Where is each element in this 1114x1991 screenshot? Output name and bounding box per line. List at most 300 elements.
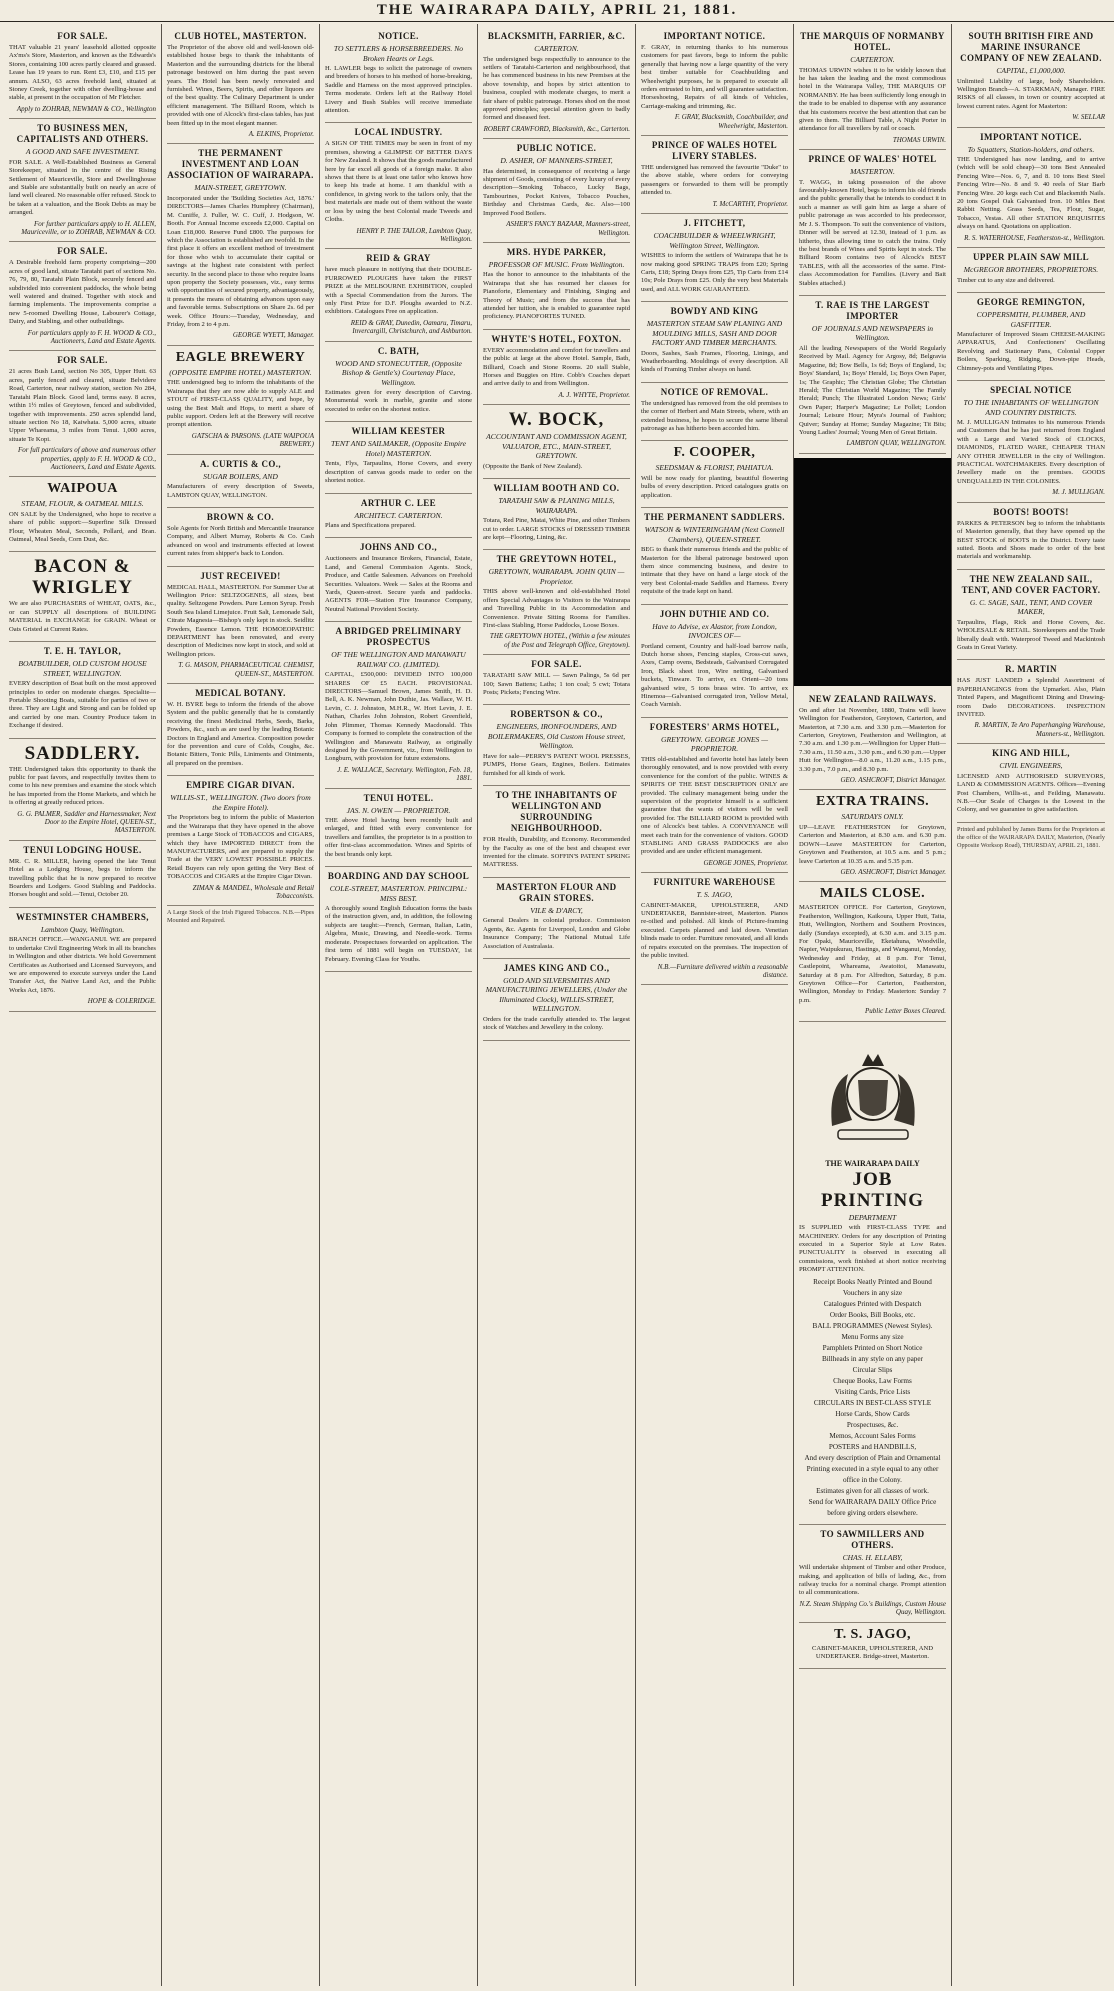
ad-subheading: GREYTOWN, WAIRARAPA. JOHN QUIN — Proprietor. (488, 567, 625, 586)
advertisement (167, 567, 314, 684)
ad-signature: N.B.—Furniture delivered within a reasonable distance. (657, 962, 788, 979)
ad-signature: G. G. PALMER, Saddler and Harnessmaker, Next Door to the Empire Hotel, QUEEN-ST., MASTERTON. (17, 809, 156, 835)
advertisement (957, 128, 1105, 249)
ad-subheading: GOLD AND SILVERSMITHS AND MANUFACTURING JEWELLERS, (Under the Illuminated Clock), WILLIS-STREET, WELLINGTON. (485, 975, 628, 1014)
ad-heading: W. BOCK, (508, 409, 605, 431)
redacted-block (794, 458, 951, 686)
ad-heading: JOHNS AND CO., (359, 542, 438, 553)
ad-signature: R. MARTIN, Te Aro Paperhanging Warehouse, Manners-st., Wellington. (974, 721, 1105, 738)
ad-signature: W. SELLAR (1072, 113, 1105, 122)
ad-heading: THE PERMANENT INVESTMENT AND LOAN ASSOCIATION OF WAIRARAPA. (167, 148, 314, 181)
ad-body: General Dealers in colonial produce. Commission Agents, &c. Agents for Liverpool, London and Globe Insurance Company; The National Mutual Life Association of Australasia. (483, 917, 630, 950)
job-printing-item: Pamphlets Printed on Short Notice (822, 1343, 923, 1352)
ad-signature: A. ELKINS, Proprietor. (248, 130, 314, 139)
ad-subheading: TARATAHI SAW & PLANING MILLS, WAIRARAPA. (498, 496, 615, 515)
ad-body: CAPITAL, £500,000: DIVIDED INTO 100,000 SHARES OF £5 EACH. PROVISIONAL DIRECTORS—Samuel Brown, James Smith, H. D. Bell, A. K. Newman, John Duthie, Jas. Wallace, W. H. Levin, C. J. Johnston, M.H.R., W. Hort Levin, J. E. Nathan, Charles John Johnston, Robert Greenfield, John Plimmer, Thomas Kennedy Macdonald. This Company is formed to complete the construction of the Wellington and Manawatu Railway, as originally designed by the Government, viz., from Wellington to Longburn, with provision for future extensions. (325, 671, 472, 763)
extra-trains-body: UP—LEAVE FEATHERSTON for Greytown, Carterton and Masterton, at 8.30 a.m. and 6.30 p.m. DOWN—Leave MASTERTON for Carterton, Greytown and Featherston, at 10.5 a.m. and 5 p.m.; leave Carterton at 10.35 a.m. and 5.35 p.m. (799, 823, 946, 865)
ad-body: Portland cement, Country and half-load barrow nails, Dutch horse shoes, Fencing staples, Cross-cut saws, Axes, Camp ovens, Bedsteads, Galvanised Corrugated Iron, Black sheet iron, Wire netting, Galvanised buckets, Tinware. To arrive, ex Orient—20 tons galvanised wire, 5 tons brass wire. To arrive, ex Hinemoa—Galvanised corrugated iron, Yellow Metal, Coach Varnish. (641, 642, 788, 709)
ad-body: HAS JUST LANDED a Splendid Assortment of PAPERHANGINGS from the Upmarket. Also, Plain Tinted Papers, and Magnificent Dining and Drawing-room Dado DECORATIONS. INSPECTION INVITED. (957, 677, 1105, 718)
ad-heading: TO THE INHABITANTS OF WELLINGTON AND SURROUNDING NEIGHBOURHOOD. (495, 790, 618, 834)
ad-body: The undersigned has removed from the old premises to the corner of Herbert and Main Streets, where, with an extended business, he hopes to secure the same liberal patronage as has hitherto been accorded him. (641, 399, 788, 433)
ad-subheading: ARCHITECT. CARTERTON. (354, 510, 443, 520)
job-printing-item: And every description of Plain and Ornamental Printing executed in a style equal to any other office in the Colony. (804, 1453, 941, 1484)
advertisement (9, 908, 156, 1012)
ad-body: All the leading Newspapers of the World Regularly Received by Mail. Agency for Argosy, 8d; Belgravia Magazine, 8d; Bow Bells, 1s 6d; Boys of England, 1s; Boys' Standard, 1s; Boys' Herald, 1s; Boys Own Paper, 1s; The Graphic; The Christian Globe; The Christian Herald; The Christian World Magazine; The Family Herald; Punch; The Illustrated London News; Girls' Own Paper; Harper's Magazine; Le Follet; London Journal; Leisure Hour; Myra's Journal of Fashion; Quiver; Sunday at Home; Sunday Magazine; Tit Bits; Young Ladies' Journal; Young Men of Great Britain. (799, 344, 946, 436)
ad-heading: GEORGE REMINGTON, (976, 297, 1086, 307)
ad-body: EVERY description of Boat built on the most approved principles to order on moderate charges. Specialite—Portable Shooting Boats, suitable for parties of two or three. They are Light and Strong and can be folded up and carried by one man. Country Produce taken in Exchange if desired. (9, 680, 156, 730)
advertisement (957, 570, 1105, 661)
ad-body: THIS old-established and favorite hotel has lately been thoroughly renovated, and is now provided with every convenience for the comfort of the public. WINES & SPIRITS OF THE BEST DESCRIPTION ONLY are provided. The culinary management being under the supervision of the proprietor himself is a sufficient guarantee that the wants of visitors will be well provided for. The BILLIARD ROOM is provided with one of Alcock's best tables. A CONVEYANCE will meet each train for the convenience of visitors. GOOD STABLING AND GRASS PADDOCKS are also provided and are under efficient management. (641, 755, 788, 856)
ad-body: A Desirable freehold farm property comprising—200 acres of good land, situate Taratahi part of sections No. 76, 79, 80, Taratahi Plain Block, securely fenced and subdivided into convenient paddocks, the whole being well watered and drained. Together with stock and farming implements. The improvements comprise a new 5-roomed Dwelling House, Labourer's Cottage, Dairy, and Stabling, and other outbuildings. (9, 259, 156, 326)
ad-heading: PRINCE OF WALES' HOTEL (808, 154, 937, 165)
ad-heading: R. MARTIN (1005, 664, 1057, 675)
advertisement (483, 243, 630, 330)
ad-body: Has determined, in consequence of receiving a large shipment of Goods, consisting of every luxury of every description—Smoking Tobacco, Lucky Bags, Tambourines, Pocket Knives, Tobacco Pouches, Birthday and Christmas Cards, &c. Also—100 Improved Food Boilers. (483, 167, 630, 217)
ad-subheading: A GOOD AND SAFE INVESTMENT. (25, 147, 140, 157)
advertisement (325, 249, 472, 341)
ad-heading: EMPIRE CIGAR DIVAN. (186, 780, 295, 791)
ad-body: Unlimited Liability of large, body Shareholders. Wellington Branch—A. STARKMAN, Manager. FIRE RISKS of all classes, in town or country accepted at lowest current rates. Agent for Masterton: (957, 77, 1105, 110)
mails-signature: Public Letter Boxes Cleared. (865, 1007, 946, 1016)
ad-subheading: OF JOURNALS AND NEWSPAPERS in Wellington. (811, 323, 934, 343)
ad-heading: NOTICE OF REMOVAL. (660, 386, 769, 397)
ad-heading: FORESTERS' ARMS HOTEL, (649, 721, 780, 732)
advertisement (9, 642, 156, 738)
ad-heading: UPPER PLAIN SAW MILL (972, 252, 1090, 263)
ad-body: PARKES & PETERSON beg to inform the inhabitants of Masterton generally, that they have opened up the BEST STOCK of BOOTS in the District. Every taste suited. Boots and Shoes made to order of the best materials and workmanship. (957, 519, 1105, 561)
ad-subheading: ACCOUNTANT AND COMMISSION AGENT, VALUATOR, ETC., MAIN-STREET, GREYTOWN. (486, 432, 627, 461)
ad-heading: REID & GRAY (366, 253, 431, 264)
advertisement (483, 405, 630, 479)
advertisement (641, 383, 788, 442)
ad-subheading: GREYTOWN. GEORGE JONES — PROPRIETOR. (660, 734, 768, 754)
advertisement (167, 144, 314, 345)
ad-subheading: TENT AND SAILMAKER, (Opposite Empire Hotel) MASTERTON. (330, 439, 467, 458)
ad-subheading: TO SETTLERS & HORSEBREEDERS. No Broken Hearts or Legs. (333, 44, 464, 63)
ad-heading: J. FITCHETT, (683, 218, 746, 229)
ad-body: Plans and Specifications prepared. (325, 522, 416, 529)
ad-heading: PRINCE OF WALES HOTEL LIVERY STABLES. (651, 140, 778, 162)
ad-signature: LAMBTON QUAY, WELLINGTON. (846, 439, 946, 448)
ad-subheading: G. C. SAGE, SAIL, TENT, AND COVER MAKER, (969, 597, 1093, 617)
column-7 (952, 24, 1110, 1986)
ad-body: BEG to thank their numerous friends and the public of Masterton for the liberal patronage bestowed upon them since commencing business, and desire to intimate that they have on hand a large stock of the very best Colonial-made Saddles and Harness. Every requisite of the trade kept on hand. (641, 546, 788, 596)
railway-body: On and after 1st November, 1880, Trains will leave Wellington for Featherston, Greytown, Carterton, and Masterton, at 7.30 a.m. and 3.30 p.m.—Masterton for Carterton, Greytown, Featherston and Wellington, at 7.30 a.m. and 1.30 p.m.—Wellington for Upper Hutt—7.30 a.m., 11.50 a.m., 3.30 p.m., and 6.30 p.m.—Upper Hutt for Wellington—8.0 a.m., 11.20 a.m., 1.15 p.m., 3.30 p.m., 7.0 p.m., and 8.30 p.m. (799, 706, 946, 773)
jago-footer-body: CABINET-MAKER, UPHOLSTERER, AND UNDERTAKER. Bridge-street, Masterton. (811, 1644, 933, 1660)
ad-subheading: OF THE WELLINGTON AND MANAWATU RAILWAY CO. (LIMITED). (331, 650, 466, 669)
ad-signature: ROBERT CRAWFORD, Blacksmith, &c., Carterton. (483, 124, 630, 133)
column-5 (636, 24, 794, 1986)
ad-heading: WILLIAM BOOTH AND CO. (493, 483, 620, 494)
ad-heading: BACON & WRIGLEY (32, 556, 133, 599)
advertisement (483, 330, 630, 405)
footer-note: A Large Stock of the Irish Figured Tobaccos. N.B.—Pipes Mounted and Repaired. (167, 909, 314, 925)
ad-heading: C. BATH, (377, 345, 420, 356)
extra-trains-sub: SATURDAYS ONLY. (841, 812, 904, 822)
advertisement (167, 684, 314, 776)
job-printing-item: Receipt Books Neatly Printed and Bound (813, 1277, 932, 1286)
ad-body: Manufacturer of Improved Steam CHEESE-MAKING APPARATUS, And Confectioners' Oscillating Revolving and Stationary Pans, Colonial Copper Boilers, Sparking, Ridging, Down-pipe Heads, Chimney-pots and Ventilating Pipes. (957, 331, 1105, 372)
ad-body: Totara, Red Pine, Matai, White Pine, and other Timbers cut to order. LARGE STOCKS of DRESSED TIMBER are kept—Flooring, Lining, &c. (483, 517, 630, 541)
job-printing-item: POSTERS and HANDBILLS, (828, 1442, 917, 1451)
advertisement (325, 538, 472, 622)
advertisement (799, 150, 946, 296)
ad-signature: HOPE & COLERIDGE. (87, 997, 156, 1006)
ad-subheading: VILE & D'ARCY, (530, 905, 583, 915)
advertisement (641, 873, 788, 985)
ad-signature: THOMAS URWIN. (892, 135, 946, 144)
ad-heading: BOWDY AND KING (670, 306, 759, 317)
railway-signature: GEO. ASHCROFT, District Manager. (840, 776, 946, 785)
ad-body: LICENSED AND AUTHORISED SURVEYORS, LAND & COMMISSION AGENTS. Offices—Evening Post Chambers, Willis-st., and Feilding, Manawatu. N.B.—Our Scale of Charges is the Lowest in the Colony, and we guarantee to give satisfaction. (957, 772, 1105, 814)
advertisement (9, 477, 156, 552)
ad-heading: BLACKSMITH, FARRIER, &C. (487, 31, 626, 41)
ad-heading: TENUI HOTEL. (363, 792, 434, 803)
ad-signature: For full particulars of above and numerous other properties, apply to F. H. WOOD & CO., Auctioneers, Land and Estate Agents. (18, 446, 156, 471)
ad-signature: GATSCHA & PARSONS. (LATE WAIPOUA BREWERY.) (191, 431, 314, 449)
ad-body: Tarpaulins, Flags, Rick and Horse Covers, &c. WHOLESALE & RETAIL. Storekeepers and the Trade liberally dealt with. Waterproof Tweed and Mackintosh Goats in Great Variety. (957, 618, 1105, 651)
ad-heading: BOARDING AND DAY SCHOOL (327, 871, 470, 882)
ad-heading: T. E. H. TAYLOR, (43, 646, 122, 657)
ad-body: Auctioneers and Insurance Brokers, Financial, Estate, Land, and General Commission Agents. Stock, Produce, and Cattle Salesmen. Advances on Freehold Securities. Valuators. Week — Sales at the Rooms and Yards, Queen-street. Secure yards and paddocks. AGENTS FOR—Station Fire Insurance Company, Neutral National Provident Society. (325, 555, 472, 613)
ad-signature: T. McCARTHY, Proprietor. (712, 199, 788, 208)
ad-body: WISHES to inform the settlers of Wairarapa that he is now making good SPRING TRAPS from £20; Spring Carts, £18; Spring Drays from £25, Tip Carts from £14 10s; Pole Drays from £25. Only the very best Materials used, and ALL WORK GUARANTEED. (641, 252, 788, 293)
ad-heading: TO BUSINESS MEN, CAPITALISTS AND OTHERS. (16, 123, 149, 145)
ad-heading: F. COOPER, (673, 445, 756, 461)
job-printing-item: Prospectuses, &c. (846, 1420, 899, 1429)
advertisement (167, 346, 314, 455)
ad-signature: GEORGE WYETT, Manager. (232, 331, 314, 340)
ad-subheading: CAPITAL, £1,000,000. (996, 66, 1066, 75)
ad-body: MR. C. R. MILLER, having opened the late Tenui Hotel as a Lodging House, begs to inform the travelling public that he is now prepared to receive Boarders and Lodgers. Good Stabling and Paddocks. Horses bought and sold.—Tenui, October 20. (9, 857, 156, 899)
ad-subheading: COPPERSMITH, PLUMBER, AND GASFITTER. (976, 310, 1086, 329)
advertisement (641, 214, 788, 302)
ad-body: M. J. MULLIGAN Intimates to his numerous Friends and Customers that he has just returned from England with a Large and Varied Stock of CLOCKS, DIAMONDS, FLATED WARE, CHEAPER THAN ANY OTHER JEWELLER in the city of Wellington. PRACTICAL WATCHMAKERS. Every description of Jewellery made on the premises. GOODS UNEQUALLED IN THE COLONIES. (957, 419, 1105, 485)
job-printing-item: Order Books, Bill Books, etc. (829, 1310, 916, 1319)
ad-body: 21 acres Bush Land, section No 305, Upper Hutt. 63 acres, partly fenced and cleared, situate Belvidere Road, Carterton, near railway station, section No 284, Taratahi Plain Block. Good land, terms easy. 8 acres, within 1½ miles of Greytown, fenced and subdivided, together with improvements. 250 acres splendid land, situate section No 18, Kaiwhata. 5,000 acres, situate Upper Whareama, 3 miles from Tenui. 1,000 acres, situate Te Kopi. (9, 368, 156, 443)
ad-body: Have for sale—PERRY'S PATENT WOOL PRESSES, PUMPS, Horse Gears, Engines, Boilers. Estimates furnished for all kinds of work. (483, 752, 630, 777)
ad-body: H. LAWLER begs to solicit the patronage of owners and breeders of horses to his method of horse-breaking, Saddle and Harness on the most approved principles. Terms moderate. Orders left at the Railway Hotel Livery and Bush Stables will receive immediate attention. (325, 65, 472, 115)
job-printing-item: BALL PROGRAMMES (Newest Styles). (812, 1321, 933, 1330)
advertisement (641, 718, 788, 873)
column-2 (162, 24, 320, 1986)
ad-subheading: CIVIL ENGINEERS, (999, 761, 1063, 771)
ad-heading: WAIPOUA (47, 481, 118, 497)
advertisement (9, 552, 156, 642)
ad-signature: F. GRAY, Blacksmith, Coachbuilder, and Wheelwright, Masterton. (674, 113, 788, 130)
ad-heading: MEDICAL BOTANY. (195, 688, 286, 699)
ad-body: T. WAGG, in taking possession of the above favourably-known Hotel, begs to inform his old friends and the public generally that he intends to conduct it in such a manner as will gain him as large a share of public patronage as was accorded to his predecessor, Mr J. S. Thompson. To suit the convenience of visitors, Dinner will be served at 12.30, instead of 1 p.m. as hitherto, thus allowing time to catch the trains. Only the best brands of Wines and Spirits kept in stock. The Billiard Room contains two of Alcock's BEST TABLES, with all the accessories of the same. First-class Accommodation for Families. (Livery and Bait Stables attached.) (799, 178, 946, 287)
ad-body: Manufacturers of every description of Sweets, LAMBTON QUAY, WELLINGTON. (167, 483, 314, 499)
ad-heading: BROWN & CO. (206, 511, 275, 522)
ad-body: Timber cut to any size and delivered. (957, 276, 1055, 284)
advertisement (325, 494, 472, 539)
advertisement (9, 119, 156, 242)
ad-body: CABINET-MAKER, UPHOLSTERER, AND UNDERTAKER, Bannister-street, Masterton. Pianos re-oilied and polished. All kinds of Picture-framing executed. Carpets planned and laid down. Venetian blinds made to order. Furniture renovated, and all kinds of repairs executed on the premises. The inspection of the public invited. (641, 901, 788, 960)
advertisement (325, 422, 472, 493)
job-printing-item: Billheads in any style on any paper (821, 1354, 923, 1363)
ad-subheading: COACHBUILDER & WHEELWRIGHT, Wellington Street, Wellington. (653, 231, 776, 250)
advertisement (483, 27, 630, 139)
ad-signature: GEORGE JONES, Proprietor. (703, 858, 788, 867)
ad-heading: FOR SALE. (57, 31, 108, 41)
ad-body: (Opposite the Bank of New Zealand). (483, 462, 583, 470)
ad-subheading: D. ASHER, OF MANNERS-STREET, (500, 156, 613, 166)
ad-heading: A. CURTIS & CO., (199, 458, 282, 469)
ad-heading: WILLIAM KEESTER (351, 426, 446, 437)
ad-body: FOR Health, Durability, and Economy. Recommended by the Faculty as one of the best and cheapest ever invented for the climate. SOFFIN'S PATENT SPRING MATTRESS. (483, 836, 630, 869)
mails-body: MASTERTON OFFICE. For Carterton, Greytown, Featherston, Wellington, Kaikoura, Upper Hutt, Taita, Hutt, Wellington, Northern and Southern Provinces, daily (Sundays excepted), at 6.30 a.m. and 3.15 p.m. For Opaki, Mauriceville, Eketahuna, Woodville, Napier, Waipukurau, Hastings, and Wanganui, Monday, Wednesday and Friday, at 8 p.m. For Tenui, Castlepoint, Whareama, Awatoitoi, Manawatu, Saturday at 8 p.m. For Alfredton, Saturday, 8 p.m. Greytown Office—For Carterton, Featherston, Wellington, Monday to Friday. Masterton: Sunday 7 p.m. (799, 904, 946, 1004)
extra-trains-heading: EXTRA TRAINS. (815, 794, 930, 810)
ad-heading: T. RAE IS THE LARGEST IMPORTER (815, 299, 930, 321)
railway-timetable (799, 690, 946, 791)
ad-signature: REID & GRAY, Dunedin, Oamaru, Timaru, Invercargill, Christchurch, and Ashburton. (350, 318, 472, 336)
ad-heading: THE GREYTOWN HOTEL, (496, 554, 617, 565)
ad-body: FOR SALE. A Well-Established Business as General Storekeeper, situated in the centre of the Rising Settlement of Mauriceville, Store and Dwellinghouse and Stable are substantially built on nearly an acre of land well cleared. No reasonable offer refused. Stock to be taken at a valuation, and the Book Debts as may be arranged. (9, 158, 156, 217)
ad-body: THAT valuable 21 years' leasehold allotted opposite Ax'ms's Store, Masterton, and known as the Edwards's Stores, containing 100 acres partly cleared and grassed. Lease has 19 years to run. Rent £3, £10, and £15 per annum. ALSO, 63 acres freehold land, situated at Stoney Creek, together with other dwelling-house and stable, at present in the occupation of Mr Fletcher. (9, 44, 156, 102)
ad-signature: THE GREYTOWN HOTEL, (Within a few minutes of the Post and Telegraph Office, Greytown). (489, 632, 630, 649)
ad-subheading: WOOD AND STONECUTTER, (Opposite Bishop & Gentle's) Courtenay Place, Wellington. (335, 358, 462, 387)
ad-subheading: JAS. N. OWEN — PROPRIETOR. (346, 805, 451, 815)
ad-heading: BOOTS! BOOTS! (993, 506, 1069, 517)
ad-signature: HENRY P. THE TAILOR, Lambton Quay, Wellington. (356, 226, 472, 243)
advertisement (641, 302, 788, 383)
job-printing-ad (799, 1022, 946, 1525)
job-printing-item: Cheque Books, Law Forms (833, 1376, 912, 1385)
ad-body: Has the honor to announce to the inhabitants of the Wairarapa that she has resumed her classes for Pianoforte, Elementary and Finishing, Singing and Theory of Music; and from the success that has attended her tuition, she is enabled to guarantee rapid proficiency. PIANOFORTES TUNED. (483, 271, 630, 321)
advertisement (483, 479, 630, 550)
ad-heading: PUBLIC NOTICE. (516, 143, 597, 154)
advertisement (957, 381, 1105, 503)
ad-heading: FURNITURE WAREHOUSE (653, 877, 776, 888)
job-printing-item: Horse Cards, Show Cards (835, 1409, 910, 1418)
job-printing-item: Memos, Account Sales Forms (829, 1431, 916, 1440)
ad-body: BRANCH OFFICE.—WANGANUI. WE are prepared to undertake Civil Engineering Work in all its branches in Wellington and other districts. We hold Government Certificates as Authorised and Licensed Surveyors, and we are empowered to execute surveys under the Land Transfer Act, the Native Land Act, and the Public Works Act, 1876. (9, 936, 156, 994)
ad-subheading: WILLIS-ST., WELLINGTON. (Two doors from the Empire Hotel). (170, 793, 311, 812)
job-printing-item: Circular Slips (852, 1365, 893, 1374)
ad-subheading: WATSON & WINTERINGHAM (Next Connell Chambers), QUEEN-STREET. (644, 525, 785, 544)
jago-footer-ad (799, 1623, 946, 1670)
ad-signature: R. S. WATERHOUSE, Featherston-st., Wellington. (964, 233, 1105, 242)
ad-heading: LOCAL INDUSTRY. (354, 127, 443, 138)
ad-heading: WESTMINSTER CHAMBERS, (16, 911, 149, 922)
ad-heading: THE PERMANENT SADDLERS. (644, 512, 785, 523)
ad-signature: ZIMAN & MANDEL, Wholesale and Retail Tobacconists. (192, 883, 314, 900)
ad-body: ON SALE by the Undersigned, who hope to receive a share of public support:—Superfine Silk Dressed Flour, Wheaten Meal, Seconds, Pollard, and Bran. Oatmeal, Meal Seeds, Corn Dust, &c. (9, 510, 156, 544)
advertisement (325, 123, 472, 249)
ad-heading: KING AND HILL, (992, 748, 1070, 759)
ad-subheading: ENGINEERS, IRONFOUNDERS, AND BOILERMAKERS, Old Custom House street, Wellington. (487, 722, 626, 751)
advertisement (799, 296, 946, 454)
railway-heading: NEW ZEALAND RAILWAYS. (808, 693, 937, 704)
newspaper-columns (4, 24, 1110, 1986)
ad-heading: EAGLE BREWERY (175, 349, 306, 365)
ad-signature: A. J. WHYTE, Proprietor. (558, 390, 630, 399)
ad-body: Sole Agents for North British and Mercantile Insurance Company, and Albert Murray, Roberts & Co. Cash advanced on wool and instruments effected at lowest current rates from shipper's back to London. (167, 524, 314, 558)
advertisement (9, 739, 156, 841)
ad-signature: T. G. MASON, PHARMACEUTICAL CHEMIST, QUEEN-ST., MASTERTON. (178, 661, 314, 678)
job-printing-heading: JOB PRINTING (820, 1168, 924, 1211)
sawmillers-sub: CHAS. H. ELLABY, (842, 1552, 903, 1562)
ad-body: W. H. BYRE begs to inform the friends of the above System and the public generally that he is constantly receiving the finest Medicinal Herbs, Seeds, Barks, Powders, &c., such as are used by the leading Botanic Doctors in England and America. Composition powder for the prevention and cure of Colds, Coughs, &c. Botanic Bitters, Tonic Pills, Liniments and Ointments, all prepared on the premises. (167, 701, 314, 767)
sawmillers-body: Will undertake shipment of Timber and other Produce, making, and application of bills of lading, &c., from railway trucks for a nominal charge. Prompt attention to all communications. (799, 1564, 946, 1597)
ad-signature: M. J. MULLIGAN. (1052, 488, 1105, 497)
ad-signature: J. E. WALLACE, Secretary. Wellington, Feb. 18, 1881. (337, 765, 472, 783)
advertisement (483, 705, 630, 786)
sawmillers-heading: TO SAWMILLERS AND OTHERS. (820, 1528, 925, 1550)
ad-body: THIS above well-known and old-established Hotel offers Special Advantages to Visitors to the Wairarapa and Travelling Public in its Accommodation and Convenience. Private Sitting Rooms for Families. First-class Stabling, Horse Paddocks, Loose Boxes. (483, 588, 630, 630)
ad-subheading: STEAM, FLOUR, & OATMEAL MILLS. (21, 499, 144, 509)
ad-heading: MASTERTON FLOUR AND GRAIN STORES. (496, 881, 617, 903)
ad-body: The Proprietor of the above old and well-known old-established house begs to thank the inhabitants of Masterton and the surrounding districts for the liberal patronage bestowed on him during the past seven years. The Hotel has been newly renovated and furnished. Wines, Beers, Spirits, and other liquors are of the best quality. The Culinary Department is under efficient management. The Billiard Room, which is provided with one of Alcock's first-class tables, has just been fitted up in the most elegant manner. (167, 44, 314, 127)
ad-subheading: McGREGOR BROTHERS, PROPRIETORS. (963, 265, 1099, 275)
ad-heading: NOTICE. (378, 31, 419, 41)
advertisement (957, 248, 1105, 293)
ad-heading: SOUTH BRITISH FIRE AND MARINE INSURANCE COMPANY OF NEW ZEALAND. (960, 31, 1102, 63)
job-printing-sub: DEPARTMENT (848, 1212, 897, 1222)
advertisement (325, 27, 472, 123)
advertisement (325, 867, 472, 972)
ad-subheading: Lambton Quay, Wellington. (40, 924, 125, 934)
masthead (0, 0, 1114, 22)
advertisement (167, 27, 314, 144)
ad-body: F. GRAY, in returning thanks to his numerous customers for past favors, begs to inform the public generally that having now a large quantity of the very best timber suitable for Coachbuilding and Wheelwright purposes, he is prepared to execute all orders entrusted to him, and will guarantee satisfaction. Horseshoeing, Repairs of all kinds of Vehicles, Carriage-making and trimming, &c. (641, 44, 788, 110)
ad-body: THE undersigned beg to inform the inhabitants of the Wairarapa that they are now able to supply ALE and STOUT of FIRST-CLASS QUALITY, and hope, by using the Best Malt and Hops, to merit a share of public support. Orders left at the Brewery will receive prompt attention. (167, 379, 314, 429)
job-printing-list (799, 1277, 946, 1519)
ad-body: Doors, Sashes, Sash Frames, Flooring, Linings, and Weatherboarding. Mouldings of every description. All kinds of Framing Timber always on hand. (641, 349, 788, 374)
column-6 (794, 24, 952, 1986)
ad-subheading: Have to Advise, ex Alastor, from London, INVOICES OF— (652, 621, 777, 641)
ad-body: We are also PURCHASERS of WHEAT, OATS, &c., or can SUPPLY all descriptions of BUILDING MATERIAL in EXCHANGE for GRAIN. Wheat or Oats Gristed at Current Rates. (9, 600, 156, 633)
ad-heading: THE NEW ZEALAND SAIL, TENT, AND COVER FACTORY. (961, 573, 1101, 595)
advertisement (799, 27, 946, 150)
ad-body: THOMAS URWIN wishes it to be widely known that he has taken the leading and the most commodious hotel in the Wairarapa Valley, THE MARQUIS OF NORMANBY. He has been sufficiently long enough in the trade to be enabled to dispense with any assurance that his customers receive the best attention that can be given to them. The Billiard Table, A Night Porter in attendance for all travellers by rail or coach. (799, 66, 946, 133)
advertisement (9, 27, 156, 119)
ad-body: EVERY accommodation and comfort for travellers and the public at large at the above Hotel. Sample, Bath, Billiard, Coach and Stone Rooms. 20 stall Stable, Horses and Buggies on Hire. Cobb's Coaches depart and arrive daily to and from Wellington. (483, 346, 630, 388)
ad-subheading: (OPPOSITE EMPIRE HOTEL) MASTERTON. (169, 367, 312, 377)
advertisement (9, 841, 156, 908)
ad-heading: ROBERTSON & CO., (510, 709, 603, 720)
advertisement (641, 27, 788, 136)
ad-subheading: TO THE INHABITANTS OF WELLINGTON AND COUNTRY DISTRICTS. (963, 398, 1099, 417)
ad-heading: A BRIDGED PRELIMINARY PROSPECTUS (335, 626, 462, 648)
advertisement (483, 655, 630, 705)
ad-heading: MRS. HYDE PARKER, (506, 246, 607, 257)
advertisement (483, 878, 630, 959)
ad-heading: IMPORTANT NOTICE. (980, 131, 1082, 142)
ad-body: THE Undersigned takes this opportunity to thank the public for past favors, and respectfully invites them to come to his new premises and examine the stock which he has imported from the Home Markets, and which he is offering at greatly reduced prices. (9, 765, 156, 807)
ad-heading: SADDLERY. (24, 742, 141, 764)
column-6-ads (799, 27, 946, 454)
job-printing-intro: IS SUPPLIED with FIRST-CLASS TYPE and MACHINERY. Orders for any description of Printing executed in a Superior Style at Low Rates. PUNCTUALITY is observed in executing all commissions, work finished at short notice receiving PROMPT ATTENTION. (799, 1224, 946, 1274)
ad-body: A SIGN OF THE TIMES may be seen in front of my premises, showing a GLIMPSE OF BETTER DAYS for New Zealand. It shows that the goods manufactured here by far excel all goods of a foreign make. It also shows that there is at least one tailor who knows how to keep his trade at home. I am thankful with a confidence, in giving work to the tailors only, that the best materials are made out of them without the waste or loss by using the best Colonial made Tweeds and Cloths. (325, 140, 472, 224)
advertisement (957, 27, 1105, 128)
job-printing-item: Menu Forms any size (841, 1332, 904, 1341)
job-printing-item: Visiting Cards, Price Lists (834, 1387, 911, 1396)
job-printing-item: Estimates given for all classes of work. (816, 1486, 929, 1495)
advertisement (483, 786, 630, 878)
ad-body: TARATAHI SAW MILL — Sawn Palings, 5s 6d per 100; Sawn Battens; Laths; 1 ton coal; 5 cwt; Totara Posts; Pickets; Fencing Wire. (483, 672, 630, 697)
advertisement (957, 660, 1105, 744)
ad-body: Tents, Flys, Tarpaulins, Horse Covers, and every description of canvas goods made to order on the shortest notice. (325, 460, 472, 485)
column-3 (320, 24, 478, 1986)
advertisement (957, 503, 1105, 570)
ad-subheading: CARTERTON. (850, 55, 895, 64)
ad-subheading: MAIN-STREET, GREYTOWN. (194, 183, 287, 193)
ad-signature: For particulars apply to F. H. WOOD & CO., Auctioneers, Land and Estate Agents. (27, 328, 156, 346)
advertisement (483, 959, 630, 1041)
ad-body: have much pleasure in notifying that their DOUBLE-FURROWED PLOUGHS have taken the FIRST PRIZE at the MELBOURNE EXHIBITION, coupled with a Special Commendation from the Jurors. The only First Prize for D.F. Ploughs awarded to N.Z. exhibitors. Catalogues Free on application. (325, 266, 472, 316)
ad-subheading: COLE-STREET, MASTERTON. PRINCIPAL: MISS BEST. (329, 884, 468, 903)
ad-subheading: CARTERTON. (534, 44, 579, 53)
ad-body: A thoroughly sound English Education forms the basis of the instruction given, and, in addition, the following subjects are taught:—French, German, Italian, Latin, Algebra, Music, Drawing, and Needle-work. Terms moderate. Prospectuses forwarded on application. The first term of 1881 will begin on TUESDAY, 1st February. Evening Class for Youths. (325, 905, 472, 963)
ad-body: MEDICAL HALL, MASTERTON. For Summer Use at Wellington Price: SELTZOGENES, all sizes, best quality. Seltzogene Powders. Pure Lemon Syrup. Fresh South Sea Island Limejuice. Fruit Salt, Lemonade Salt, Citrate Magnesia—Bishop's only kept in stock. Seidlitz Powders, Essence Lemon. THE HOMOEOPATHIC DEPARTMENT has been renovated, and every description of Medicines now kept in stock, and sold at Wellington prices. (167, 583, 314, 658)
advertisement (325, 789, 472, 868)
ad-heading: CLUB HOTEL, MASTERTON. (174, 31, 307, 41)
ad-body: THE undersigned has removed the favourite "Duke" to the above stable, where orders for conveying passengers or forwarded to them will be promptly attended to. (641, 164, 788, 197)
ad-signature: For further particulars apply to H. ALLEN, Mauriceville, or to ZOHRAB, NEWMAN & CO. (21, 219, 156, 236)
advertisement (325, 342, 472, 423)
job-printing-item: CIRCULARS IN BEST-CLASS STYLE (813, 1398, 932, 1407)
column-1 (4, 24, 162, 1986)
ad-subheading: PROFESSOR OF MUSIC. From Wellington. (488, 259, 625, 269)
job-printing-masthead: THE WAIRARAPA DAILY (825, 1158, 920, 1168)
advertisement (957, 293, 1105, 381)
ad-heading: FOR SALE. (57, 246, 108, 257)
ad-heading: THE MARQUIS OF NORMANBY HOTEL. (800, 31, 945, 52)
advertisement (9, 242, 156, 351)
ad-heading: SPECIAL NOTICE (990, 385, 1072, 396)
job-printing-item: Send for WAIRARAPA DAILY Office Price before giving orders elsewhere. (808, 1497, 937, 1517)
advertisement (957, 744, 1105, 823)
sawmillers-signature: N.Z. Steam Shipping Co.'s Buildings, Custom House Quay, Wellington. (799, 1599, 946, 1617)
ad-heading: JOHN DUTHIE AND CO. (659, 608, 770, 619)
advertisement (483, 139, 630, 243)
advertisement (641, 508, 788, 604)
jago-footer-heading: T. S. JAGO, (834, 1626, 911, 1642)
ad-body: Estimates given for every description of Carving. Monumental work in marble, granite and stone executed to order on the shortest notice. (325, 389, 472, 413)
ad-heading: FOR SALE. (57, 355, 108, 366)
ad-body: THE above Hotel having been recently built and enlarged, and fitted with every convenience for travellers and families, the proprietor is in a position to offer first-class accommodation. Wines and Spirits of the best brands only kept. (325, 817, 472, 858)
advertisement (9, 351, 156, 477)
advertisement (167, 508, 314, 567)
ad-heading: JUST RECEIVED! (200, 570, 281, 581)
ad-subheading: To Squatters, Station-holders, and others. (967, 144, 1095, 154)
job-printing-item: Vouchers in any size (842, 1288, 903, 1297)
ad-body: Incorporated under the 'Building Societies Act, 1876.' DIRECTORS—James Charles Humphrey (Chairman), M. Cuniffe, J. Fuller, W. C. Cuff, J. Hodgson, W. Booth. For Annual Income exceeds £2,000. Capital on Loan £18,000. Reserve Fund £800. The purposes for which the Association is established are twofold. In the first place it offers an excellent method of investment for those who wish to accumulate their capital or savings at the highest rate consistent with perfect security. In the second place to those who require loans upon property the Society possesses, viz., easy terms with opportunities of secured property, advantageously, it presents the means of obtaining advances upon easy and favorable terms. Subscriptions on Share 2s. 6d per week. Office Hours:—Tuesday, Wednesday, and Friday, from 2 to 4 p.m. (167, 194, 314, 329)
ad-body: The Proprietors beg to inform the public of Masterton and the Wairarapa that they have opened in the above premises a Large Stock of TOBACCOS and CIGARS, which they have IMPORTED DIRECT from the MANUFACTURERS, and are prepared to supply the Trade at the VERY LOWEST POSSIBLE PRICES. Retail Buyers can rely upon getting the Very Best of TOBACCOS and CIGARS at the Empire Cigar Divan. (167, 814, 314, 881)
mails-heading: MAILS CLOSE. (819, 886, 926, 902)
extra-trains-signature: GEO. ASHCROFT, District Manager. (840, 868, 946, 876)
royal-crest-icon (814, 1032, 932, 1152)
ad-heading: WHYTE'S HOTEL, FOXTON. (491, 333, 622, 344)
ad-body: The undersigned begs respectfully to announce to the settlers of Taratahi-Carterton and neighbourhood, that he has commenced business in his new Premises at the above township, and hopes by strict attention to business, coupled with moderate charges, to merit a fair share of public patronage. Horses shod on the most approved principles; special attention given to badly formed and diseased feet. (483, 55, 630, 122)
ad-signature: ASHER'S FANCY BAZAAR, Manners-street, Wellington. (506, 220, 630, 237)
job-printing-item: Catalogues Printed with Despatch (823, 1299, 922, 1308)
advertisement (641, 136, 788, 214)
newspaper-title: THE WAIRARAPA DAILY, APRIL 21, 1881. (376, 2, 738, 18)
ad-heading: ARTHUR C. LEE (360, 497, 437, 508)
advertisement (167, 776, 314, 906)
footer-note: Printed and published by James Burns for the Proprietors at the office of the WAIRARAPA DAILY, Masterton, (Nearly Opposite Worksop Road), THURSDAY, APRIL 21, 1881. (957, 825, 1105, 849)
ad-heading: JAMES KING AND CO., (503, 962, 610, 973)
sawmillers-ad (799, 1525, 946, 1623)
ad-subheading: BOATBUILDER, OLD CUSTOM HOUSE STREET, WELLINGTON. (18, 659, 147, 678)
ad-heading: IMPORTANT NOTICE. (663, 31, 766, 41)
ad-heading: TENUI LODGING HOUSE. (23, 844, 142, 855)
ad-subheading: MASTERTON STEAM SAW PLANING AND MOULDING MILLS, SASH AND DOOR FACTORY AND TIMBER MERCHANTS. (646, 319, 783, 348)
ad-heading: FOR SALE. (531, 659, 582, 670)
